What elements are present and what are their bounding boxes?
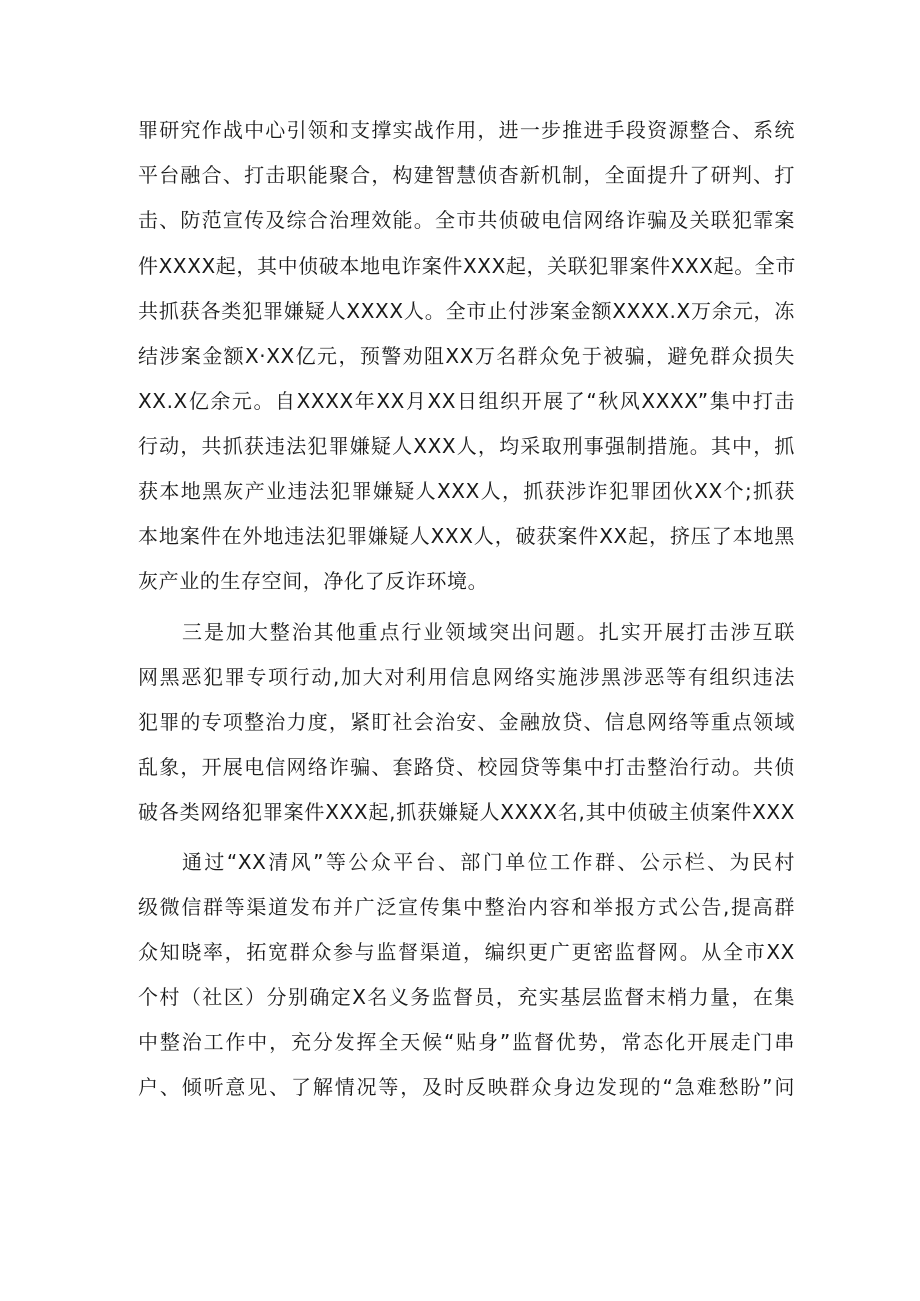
text-line: 个村（社区）分别确定X名义务监督员，充实基层监督末梢力量，在集 xyxy=(138,985,795,1009)
text-line: 乱象，开展电信网络诈骗、套路贷、校园贷等集中打击整治行动。共侦 xyxy=(138,755,795,779)
paragraph-start-line: 通过“XX清风”等公众平台、部门单位工作群、公示栏、为民村 xyxy=(182,850,795,874)
text-line: 结涉案金额X·XX亿元，预警劝阻XX万名群众免于被骗，避免群众损失 xyxy=(138,344,795,368)
text-line: 获本地黑灰产业违法犯罪嫌疑人XXX人，抓获涉诈犯罪团伙XX个;抓获 xyxy=(138,479,795,503)
text-line: 灰产业的生存空间，净化了反诈环境。 xyxy=(138,569,489,593)
text-line: 破各类网络犯罪案件XXX起,抓获嫌疑人XXXX名,其中侦破主侦案件XXX xyxy=(138,800,795,824)
text-line: XX.X亿余元。自XXXX年XX月XX日组织开展了“秋风XXXX”集中打击 xyxy=(138,389,795,413)
text-line: 众知晓率，拓宽群众参与监督渠道，编织更广更密监督网。从全市XX xyxy=(138,940,795,964)
text-line: 户、倾听意见、了解情况等，及时反映群众身边发现的“急难愁盼”问 xyxy=(138,1075,795,1099)
text-line: 击、防范宣传及综合治理效能。全市共侦破电信网络诈骗及关联犯霏案 xyxy=(138,208,795,232)
text-line: 中整治工作中，充分发挥全天候“贴身”监督优势，常态化开展走门串 xyxy=(138,1030,795,1054)
text-line: 本地案件在外地违法犯罪嫌疑人XXX人，破获案件XX起，挤压了本地黑 xyxy=(138,524,795,548)
text-line: 级微信群等渠道发布并广泛宣传集中整治内容和举报方式公告,提高群 xyxy=(138,895,795,919)
text-line: 共抓获各类犯罪嫌疑人XXXX人。全市止付涉案金额XXXX.X万余元，冻 xyxy=(138,299,795,323)
text-line: 罪研究作战中心引领和支撑实战作用，进一步推进手段资源整合、系统 xyxy=(138,118,795,142)
text-line: 件XXXX起，其中侦破本地电诈案件XXX起，关联犯罪案件XXX起。全市 xyxy=(138,254,797,278)
text-line: 犯罪的专项整治力度，紧盯社会治安、金融放贷、信息网络等重点领域 xyxy=(138,710,795,734)
text-line: 网黑恶犯罪专项行动,加大对利用信息网络实施涉黑涉恶等有组织违法 xyxy=(138,665,795,689)
text-line: 平台融合、打击职能聚合，构建智慧侦杳新机制，全面提升了研判、打 xyxy=(138,163,795,187)
text-line: 行动，共抓获违法犯罪嫌疑人XXX人，均采取刑事强制措施。其中，抓 xyxy=(138,434,795,458)
paragraph-start-line: 三是加大整治其他重点行业领域突出问题。扎实开展打击涉互联 xyxy=(182,620,795,644)
